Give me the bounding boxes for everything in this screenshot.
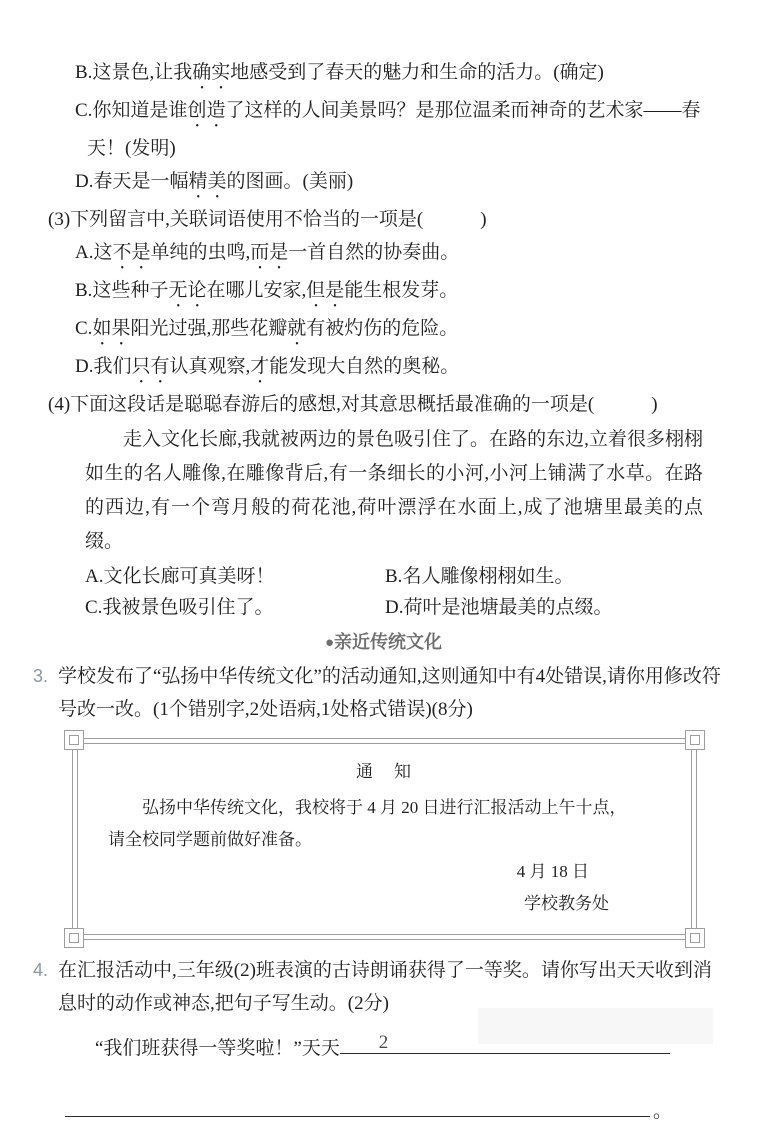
notice-body-line1: 弘扬中华传统文化，我校将于 4 月 20 日进行汇报活动上午十点，	[142, 798, 627, 817]
notice-content	[77, 743, 692, 935]
option-label: B.	[385, 566, 403, 587]
option-text: 名人雕像栩栩如生。	[402, 566, 574, 587]
option-label: D.	[385, 597, 404, 618]
option-label: B.	[75, 280, 93, 301]
option-label: D.	[75, 171, 94, 192]
option-text: 认真观察,	[169, 356, 251, 377]
option-text: 春天是一幅	[93, 171, 189, 192]
option-text: 你知道是谁	[92, 100, 188, 121]
emphasized-word: 就	[287, 318, 307, 339]
question-3	[0, 660, 767, 726]
q2-option-b	[0, 56, 767, 94]
option-text: 文化长廊可真美呀！	[103, 566, 275, 587]
option-text: 一首自然的协奏曲。	[288, 242, 460, 263]
emphasized-word: 只有	[131, 356, 170, 377]
end-punctuation: 。	[652, 1101, 672, 1122]
emphasized-word: 如果	[92, 318, 131, 339]
emphasized-word: 确实	[192, 62, 231, 83]
page-number: 2	[378, 1032, 389, 1053]
reading-passage: 走入文化长廊,我就被两边的景色吸引住了。在路的东边,立着很多栩栩如生的名人雕像,在雕像背后,有一条细长的小河,小河上铺满了水草。在路的西边,有一个弯月般的荷花池,荷叶漂浮在水面上,成了池塘里最美的点缀。	[85, 429, 703, 552]
option-label: C.	[75, 318, 93, 339]
option-label: D.	[75, 356, 94, 377]
emphasized-word: 创造	[187, 100, 226, 121]
q4-option-b	[385, 561, 712, 592]
q2-option-c	[0, 94, 767, 165]
option-text: 我们	[93, 356, 132, 377]
option-text: 我被景色吸引住了。	[102, 597, 274, 618]
q4-option-d	[385, 592, 712, 623]
option-text: 单纯的虫鸣,	[150, 242, 251, 263]
q3-option-a	[0, 236, 767, 274]
option-text: 能发现大自然的奥秘。	[269, 356, 460, 377]
notice-body-line2: 请全校同学题前做好准备。	[108, 830, 312, 849]
option-text: 地感受到了春天的魅力和生命的活力。(确定)	[230, 62, 604, 83]
emphasized-word: 才	[250, 356, 270, 377]
question-number: 3.	[33, 666, 49, 686]
q2-sub3-stem	[0, 203, 767, 236]
sub-question-label: (3)	[48, 209, 71, 230]
frame-corner-ornament	[64, 730, 84, 750]
option-text: 有被灼伤的危险。	[306, 318, 459, 339]
q4-options-grid	[85, 561, 712, 623]
answer-blank[interactable]	[65, 1093, 650, 1117]
frame-corner-ornament	[685, 928, 705, 948]
option-text: 这景色,让我	[92, 62, 193, 83]
sub-question-label: (4)	[48, 394, 71, 415]
question-number: 4.	[33, 960, 49, 980]
emphasized-word: 精美	[188, 171, 227, 192]
q3-option-c	[0, 312, 767, 350]
option-text: 这	[93, 242, 113, 263]
sub-question-text: 下列留言中,关联词语使用不恰当的一项是( )	[70, 209, 487, 230]
option-label: A.	[85, 566, 104, 587]
option-text: 的图画。(美丽)	[226, 171, 354, 192]
frame-corner-ornament	[685, 730, 705, 750]
q4-option-a	[85, 561, 385, 592]
option-text: 荷叶是池塘最美的点缀。	[403, 597, 613, 618]
q3-option-d	[0, 350, 767, 388]
emphasized-word: 不是	[112, 242, 151, 263]
option-text: 在哪儿安家,	[206, 280, 307, 301]
notice-box	[72, 738, 697, 940]
option-text: 能生根发芽。	[344, 280, 459, 301]
section-title: 亲近传统文化	[334, 632, 443, 652]
option-text: 阳光过强,那些花瓣	[130, 318, 288, 339]
option-label: B.	[75, 62, 93, 83]
notice-title: 通 知	[356, 762, 413, 781]
notice-date: 4 月 18 日	[516, 862, 589, 881]
option-label: C.	[75, 100, 93, 121]
option-text: 这些种子	[92, 280, 169, 301]
option-label: A.	[75, 242, 94, 263]
emphasized-word: 无论	[168, 280, 207, 301]
quote-text: “我们班获得一等奖啦！”天天	[95, 1038, 340, 1059]
question-text: 在汇报活动中,三年级(2)班表演的古诗朗诵获得了一等奖。请你写出天天收到消息时的动作或神态,把句子写生动。(2分)	[58, 960, 712, 1014]
question-text: 学校发布了“弘扬中华传统文化”的活动通知,这则通知中有4处错误,请你用修改符号改一改。(1个错别字,2处语病,1处格式错误)(8分)	[58, 666, 721, 720]
section-header	[0, 629, 767, 656]
q2-option-d	[0, 165, 767, 203]
sub-question-text: 下面这段话是聪聪春游后的感想,对其意思概括最准确的一项是( )	[70, 394, 658, 415]
emphasized-word: 但是	[306, 280, 345, 301]
bullet-icon: ●	[324, 634, 335, 651]
emphasized-word: 而是	[250, 242, 289, 263]
q3-option-b	[0, 274, 767, 312]
frame-corner-ornament	[64, 928, 84, 948]
option-text: 了这样的人间美景吗？是那位温柔而神奇的艺术家——春天！(发明)	[87, 100, 701, 159]
q2-sub4-stem	[0, 388, 767, 421]
notice-signer: 学校教务处	[524, 894, 609, 913]
q4-option-c	[85, 592, 385, 623]
option-label: C.	[85, 597, 103, 618]
answer-line-2	[0, 1093, 767, 1127]
